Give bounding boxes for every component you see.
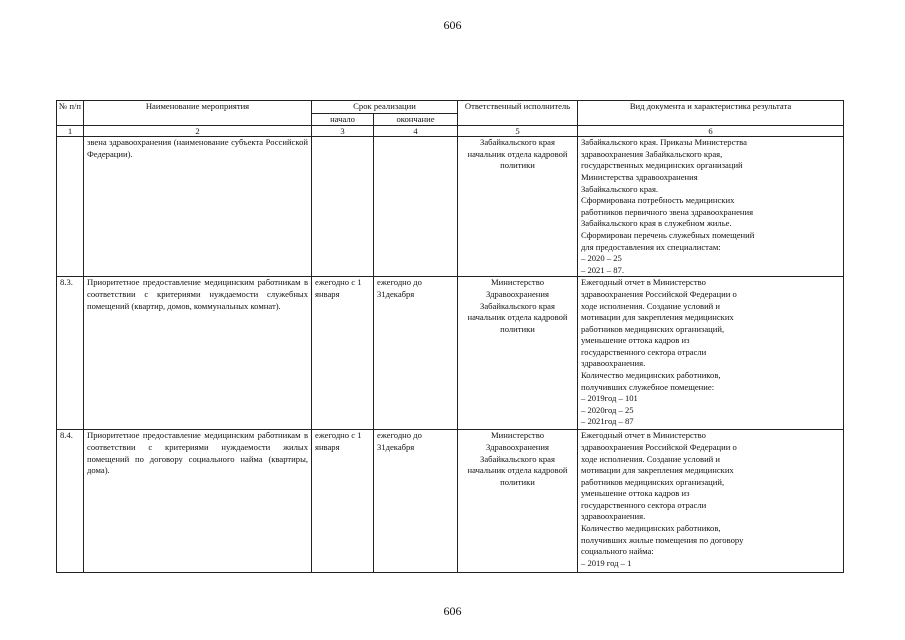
row-end (374, 137, 458, 277)
result-line: для предоставления их специалистам: (581, 241, 721, 252)
row-name: Приоритетное предоставление медицинским работникам в соответствии с критериями нуждаемости служебных помещений (квартир, домов, коммунальных комнат). (84, 277, 312, 430)
result-line: здравоохранения Российской Федерации о (581, 288, 737, 299)
column-number: 2 (84, 126, 312, 137)
column-number: 3 (312, 126, 374, 137)
result-line: здравоохранения. (581, 511, 646, 522)
row-start (312, 137, 374, 277)
result-line: Министерства здравоохранения (581, 171, 698, 182)
result-line: Ежегодный отчет в Министерство (581, 430, 706, 441)
row-name: звена здравоохранения (наименование субъекта Российской Федерации). (84, 137, 312, 277)
result-line: ходе исполнения. Создание условий и (581, 300, 721, 311)
result-line: – 2019год – 101 (581, 393, 638, 404)
result-line: Количество медицинских работников, (581, 523, 721, 534)
page-number-bottom: 606 (443, 604, 462, 618)
result-line: – 2020 – 25 (581, 253, 622, 264)
result-line: получивших жилые помещения по договору (581, 534, 744, 545)
result-line: здравоохранения Российской Федерации о (581, 441, 737, 452)
table-row (57, 137, 844, 277)
result-line: – 2021год – 87 (581, 416, 634, 427)
row-start: ежегодно с 1 января (312, 277, 374, 430)
page-number-top: 606 (443, 18, 462, 32)
result-line: – 2020год – 25 (581, 404, 634, 415)
result-line: – 2019 год – 1 (581, 557, 632, 568)
table-row (57, 430, 844, 573)
result-line: ходе исполнения. Создание условий и (581, 453, 721, 464)
row-responsible: Забайкальского края начальник отдела кадровой политики (458, 137, 578, 277)
header-result: Вид документа и характеристика результата (578, 101, 844, 126)
result-line: Сформирована потребность медицинских (581, 195, 735, 206)
result-line: уменьшение оттока кадров из (581, 488, 690, 499)
row-responsible: Министерство Здравоохранения Забайкальского края начальник отдела кадровой политики (458, 430, 578, 573)
row-result (578, 277, 844, 430)
row-num: 8.3. (57, 277, 84, 430)
row-result (578, 430, 844, 573)
column-number-row (57, 126, 844, 137)
row-num: 8.4. (57, 430, 84, 573)
row-end: ежегодно до 31декабря (374, 430, 458, 573)
result-line: работников медицинских организаций, (581, 476, 725, 487)
row-start: ежегодно с 1 января (312, 430, 374, 573)
row-num (57, 137, 84, 277)
result-line: государственного сектора отрасли (581, 499, 707, 510)
result-line: – 2021 – 87. (581, 264, 624, 275)
result-line: Забайкальского края в служебном жилье. (581, 218, 732, 229)
result-line: работников первичного звена здравоохранения (581, 206, 754, 217)
row-result (578, 137, 844, 277)
table-row (57, 277, 844, 430)
header-end: окончание (374, 113, 458, 126)
result-line: государственных медицинских организаций (581, 160, 743, 171)
measures-table (56, 100, 844, 573)
result-line: здравоохранения. (581, 358, 646, 369)
result-line: здравоохранения Забайкальского края, (581, 148, 723, 159)
result-line: Ежегодный отчет в Министерство (581, 277, 706, 288)
column-number: 5 (458, 126, 578, 137)
header-name: Наименование мероприятия (84, 101, 312, 126)
row-name: Приоритетное предоставление медицинским работникам в соответствии с критериями нуждаемости жилых помещений по договору социального найма (квартиры, дома). (84, 430, 312, 573)
result-line: работников медицинских организаций, (581, 323, 725, 334)
row-end: ежегодно до 31декабря (374, 277, 458, 430)
result-line: получивших служебное помещение: (581, 381, 715, 392)
row-responsible: Министерство Здравоохранения Забайкальского края начальник отдела кадровой политики (458, 277, 578, 430)
result-line: Забайкальского края. Приказы Министерства (581, 137, 747, 148)
result-line: мотивации для закрепления медицинских (581, 465, 734, 476)
column-number: 4 (374, 126, 458, 137)
column-number: 1 (57, 126, 84, 137)
result-line: Сформирован перечень служебных помещений (581, 229, 755, 240)
result-line: социального найма: (581, 546, 654, 557)
header-start: начало (312, 113, 374, 126)
result-line: уменьшение оттока кадров из (581, 335, 690, 346)
result-line: Забайкальского края. (581, 183, 659, 194)
result-line: Количество медицинских работников, (581, 370, 721, 381)
column-number: 6 (578, 126, 844, 137)
header-period: Срок реализации (312, 101, 458, 114)
result-line: государственного сектора отрасли (581, 346, 707, 357)
header-responsible: Ответственный исполнитель (458, 101, 578, 126)
result-line: мотивации для закрепления медицинских (581, 312, 734, 323)
header-num: № п/п (57, 101, 84, 126)
